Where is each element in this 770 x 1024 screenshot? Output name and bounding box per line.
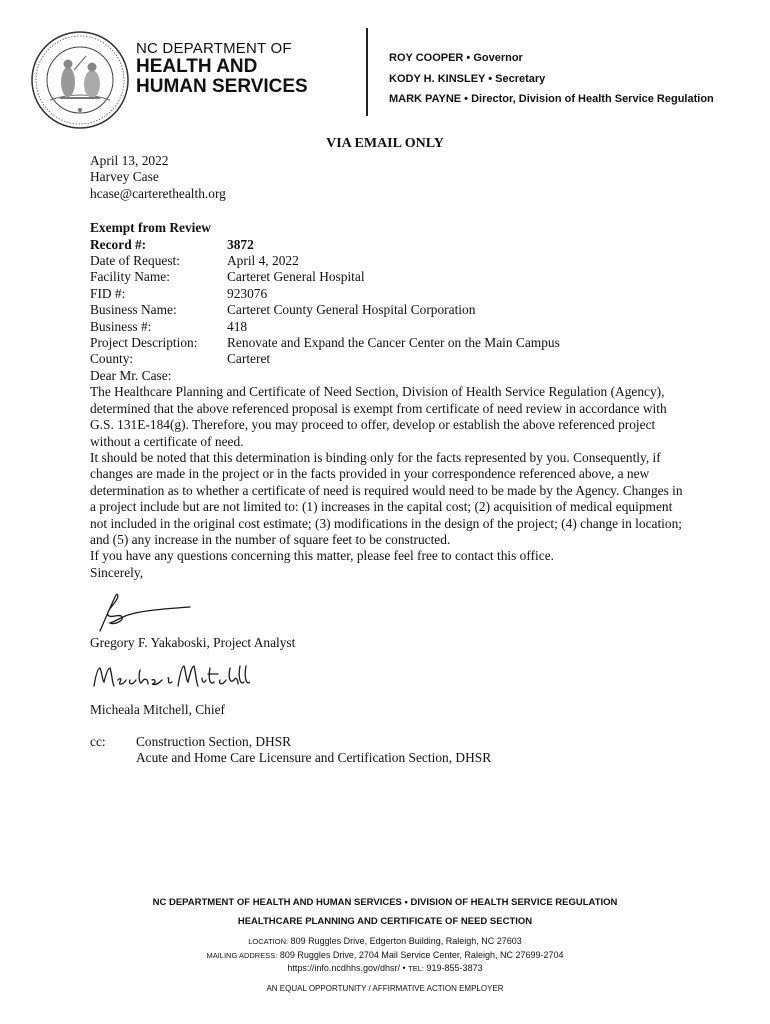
letter-body [90,153,690,767]
dept-line1: NC DEPARTMENT OF [136,40,292,57]
footer-location [0,936,770,946]
detail-label: Project Description: [90,335,198,351]
mailing-address: 809 Ruggles Drive, 2704 Mail Service Center, Raleigh, NC 27699-2704 [279,950,564,960]
location-label: LOCATION: [248,937,289,946]
dept-line2: HEALTH AND [136,56,258,77]
cc-list [136,734,491,767]
detail-label: FID #: [90,285,126,301]
footer-dept: NC DEPARTMENT OF HEALTH AND HUMAN SERVICES • DIVISION OF HEALTH SERVICE REGULATION [152,897,618,908]
table-row [90,286,560,302]
detail-value: Carteret County General Hospital Corporation [227,302,476,318]
detail-value: Carteret General Hospital [227,269,365,285]
table-row [90,335,560,351]
tel-label: TEL: [408,964,425,973]
signature-yakaboski [90,587,200,635]
footer-contact [0,963,770,973]
table-row [90,319,560,335]
cc-block [90,734,690,767]
table-row [90,237,560,253]
separator: • [402,963,406,973]
detail-label: Date of Request: [90,253,180,269]
detail-value: Carteret [227,351,271,367]
official-governor: ROY COOPER • Governor [389,52,523,64]
recipient-block [90,169,690,202]
detail-value: April 4, 2022 [227,253,299,269]
delivery-method: VIA EMAIL ONLY [326,136,444,151]
detail-label: Business #: [90,318,152,334]
table-row [90,253,560,269]
cc-label: cc: [90,733,106,749]
table-row [90,269,560,285]
table-row [90,351,560,367]
website-link[interactable]: https://info.ncdhhs.gov/dhsr/ [287,963,400,973]
details-table [90,237,560,368]
signature-mitchell [90,660,250,696]
detail-value: Renovate and Expand the Cancer Center on the Main Campus [227,335,560,351]
detail-value: 3872 [227,236,254,252]
footer-section: HEALTHCARE PLANNING AND CERTIFICATE OF NEED SECTION [237,916,533,927]
detail-label: Record #: [90,236,147,252]
salutation: Dear Mr. Case: [90,367,172,383]
recipient-email[interactable]: hcase@carterethealth.org [90,185,226,201]
table-row [90,302,560,318]
details-title: Exempt from Review [90,220,211,236]
department-name [136,40,308,97]
officials-list [389,50,714,112]
detail-value: 418 [227,318,248,334]
signatory-analyst: Gregory F. Yakaboski, Project Analyst [90,635,296,651]
dept-line3: HUMAN SERVICES [136,76,308,97]
detail-value: 923076 [227,285,268,301]
signatory-chief: Micheala Mitchell, Chief [90,701,225,717]
detail-label: Facility Name: [90,269,170,285]
recipient-name: Harvey Case [90,169,159,185]
letter-date: April 13, 2022 [90,153,169,168]
closing: Sincerely, [90,564,144,580]
location-address: 809 Ruggles Drive, Edgerton Building, Raleigh, NC 27603 [290,936,522,946]
paragraph-conditions: It should be noted that this determination is binding only for the facts represented by you. Consequently, if changes are made in the project or in the facts provided in your correspondence referenced above, a new determination as to whether a certificate of need is required would need to be made by the Agency. Changes in a project include but are not limited to: (1) increases in the capital cost; (2) acquisition of medical equipment not included in the original cost estimate; (3) modifications in the design of the project; (4) change in location; and (5) any increase in the number of square feet to be constructed. [90,449,683,547]
detail-label: County: [90,351,134,367]
detail-label: Business Name: [90,302,177,318]
footer-eeo: AN EQUAL OPPORTUNITY / AFFIRMATIVE ACTION EMPLOYER [266,984,504,993]
paragraph-exemption: The Healthcare Planning and Certificate of Need Section, Division of Health Service Regulation (Agency), determined that the above referenced proposal is exempt from certificate of need review in accordance with G.S. 131E-184(g). Therefore, you may proceed to offer, develop or establish the above referenced project without a certificate of need. [90,384,667,449]
official-director: MARK PAYNE • Director, Division of Health Service Regulation [389,93,714,105]
telephone: 919-855-3873 [426,963,483,973]
official-secretary: KODY H. KINSLEY • Secretary [389,72,546,85]
state-seal-logo [30,30,130,130]
mailing-label: MAILING ADDRESS: [206,951,278,960]
paragraph-contact: If you have any questions concerning this matter, please feel free to contact this office. [90,548,554,564]
cc-item: Acute and Home Care Licensure and Certification Section, DHSR [136,750,492,766]
letterhead-divider [366,28,368,116]
cc-item: Construction Section, DHSR [136,733,292,749]
footer-mailing [0,950,770,960]
